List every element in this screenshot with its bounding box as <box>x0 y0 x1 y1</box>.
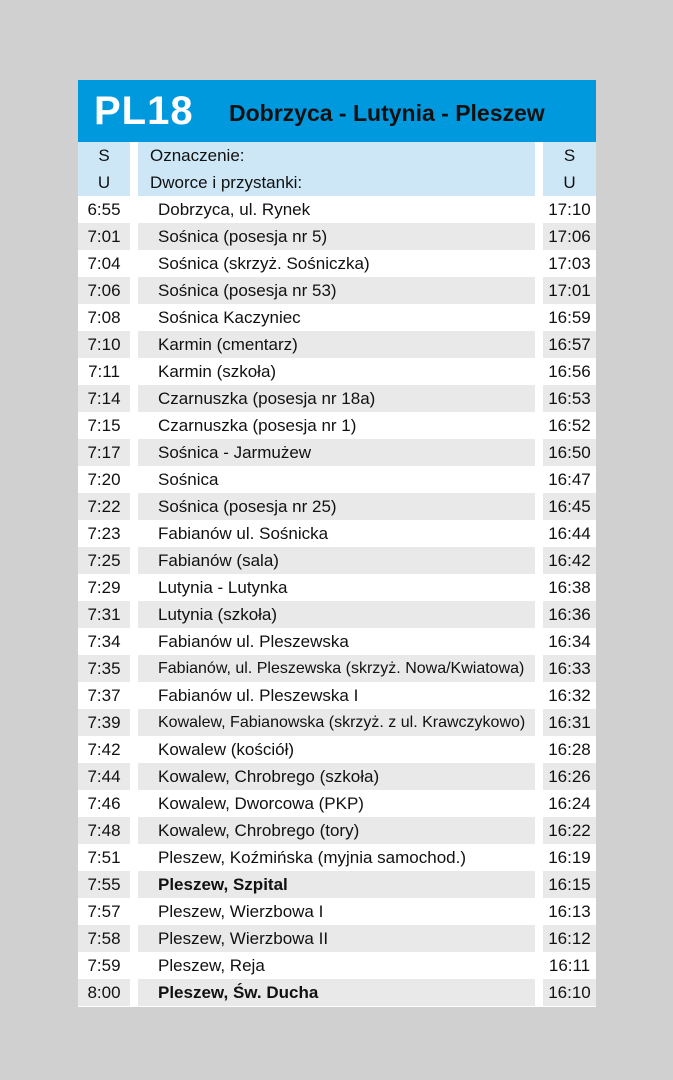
header-right-top: S <box>563 146 576 165</box>
table-row <box>78 844 596 871</box>
header-departure-column <box>78 142 130 196</box>
stop-name: Dobrzyca, ul. Rynek <box>158 200 311 219</box>
departure-time: 7:46 <box>87 794 121 813</box>
return-time: 17:06 <box>543 223 596 250</box>
header-designation-label: Oznaczenie: <box>150 146 245 165</box>
departure-time: 6:55 <box>87 200 121 219</box>
stop-name: Kowalew, Chrobrego (tory) <box>138 817 535 844</box>
stop-name: Sośnica Kaczyniec <box>158 308 301 327</box>
stop-name: Kowalew, Dworcowa (PKP) <box>158 794 364 813</box>
departure-time: 7:25 <box>78 547 130 574</box>
stop-name: Pleszew, Reja <box>158 956 265 975</box>
table-row <box>78 331 596 358</box>
departure-time: 7:42 <box>87 740 121 759</box>
departure-time: 8:00 <box>78 979 130 1006</box>
stop-name: Lutynia (szkoła) <box>138 601 535 628</box>
stop-name: Kowalew (kościół) <box>158 740 295 759</box>
return-time: 16:47 <box>548 470 591 489</box>
return-time: 16:26 <box>543 763 596 790</box>
departure-time: 7:15 <box>87 416 121 435</box>
return-time: 16:56 <box>548 362 591 381</box>
table-row <box>78 277 596 304</box>
header-left-bottom: U <box>97 173 111 192</box>
departure-time: 7:44 <box>78 763 130 790</box>
return-time: 16:38 <box>548 578 591 597</box>
stop-name: Sośnica - Jarmużew <box>138 439 535 466</box>
stop-name: Fabianów (sala) <box>138 547 535 574</box>
stop-name: Karmin (cmentarz) <box>138 331 535 358</box>
departure-time: 7:01 <box>78 223 130 250</box>
departure-time: 7:20 <box>87 470 121 489</box>
return-time: 16:34 <box>548 632 591 651</box>
return-time: 16:50 <box>543 439 596 466</box>
departure-time: 7:10 <box>78 331 130 358</box>
return-time: 16:13 <box>548 902 591 921</box>
table-row <box>78 871 596 898</box>
departure-time: 7:31 <box>78 601 130 628</box>
table-row <box>78 763 596 790</box>
departure-time: 7:08 <box>87 308 121 327</box>
departure-time: 7:22 <box>78 493 130 520</box>
stop-name: Pleszew, Koźmińska (myjnia samochod.) <box>158 848 467 867</box>
table-row <box>78 358 596 385</box>
departure-time: 7:37 <box>87 686 121 705</box>
return-time: 16:10 <box>543 979 596 1006</box>
departure-time: 7:14 <box>78 385 130 412</box>
stop-name: Fabianów ul. Pleszewska <box>158 632 349 651</box>
stop-name: Pleszew, Szpital <box>138 871 535 898</box>
return-time: 16:31 <box>543 709 596 736</box>
departure-time: 7:06 <box>78 277 130 304</box>
table-row <box>78 655 596 682</box>
return-time: 16:45 <box>543 493 596 520</box>
header-stops-label: Dworce i przystanki: <box>150 173 303 192</box>
return-time: 16:32 <box>548 686 591 705</box>
departure-time: 7:35 <box>78 655 130 682</box>
return-time: 16:24 <box>548 794 591 813</box>
departure-time: 7:55 <box>78 871 130 898</box>
stop-name: Sośnica (posesja nr 5) <box>138 223 535 250</box>
stop-name: Czarnuszka (posesja nr 1) <box>158 416 357 435</box>
stop-name: Czarnuszka (posesja nr 18a) <box>138 385 535 412</box>
stop-name: Sośnica (posesja nr 25) <box>138 493 535 520</box>
table-row <box>78 736 596 763</box>
departure-time: 7:51 <box>87 848 121 867</box>
stop-name: Sośnica (skrzyż. Sośniczka) <box>158 254 370 273</box>
table-row <box>78 817 596 844</box>
route-banner <box>78 80 596 142</box>
route-name: Dobrzyca - Lutynia - Pleszew <box>229 100 545 126</box>
stop-name: Kowalew, Chrobrego (szkoła) <box>138 763 535 790</box>
table-row <box>78 385 596 412</box>
table-row <box>78 466 596 493</box>
table-row <box>78 196 596 223</box>
table-row <box>78 547 596 574</box>
return-time: 16:19 <box>548 848 591 867</box>
table-row <box>78 520 596 547</box>
return-time: 16:57 <box>543 331 596 358</box>
departure-time: 7:17 <box>78 439 130 466</box>
stop-name: Sośnica (posesja nr 53) <box>138 277 535 304</box>
departure-time: 7:29 <box>87 578 121 597</box>
table-row <box>78 898 596 925</box>
table-row <box>78 412 596 439</box>
return-time: 16:53 <box>543 385 596 412</box>
table-row <box>78 979 596 1006</box>
departure-time: 7:04 <box>87 254 121 273</box>
return-time: 16:15 <box>543 871 596 898</box>
return-time: 17:01 <box>543 277 596 304</box>
header-left-top: S <box>98 146 110 165</box>
return-time: 16:28 <box>548 740 591 759</box>
departure-time: 7:39 <box>78 709 130 736</box>
stop-name: Sośnica <box>158 470 219 489</box>
departure-time: 7:48 <box>78 817 130 844</box>
return-time: 16:52 <box>548 416 591 435</box>
departure-time: 7:34 <box>87 632 121 651</box>
departure-time: 7:59 <box>87 956 121 975</box>
return-time: 16:11 <box>548 956 591 975</box>
table-header <box>78 142 596 196</box>
table-row <box>78 304 596 331</box>
table-row <box>78 439 596 466</box>
return-time: 16:12 <box>543 925 596 952</box>
return-time: 17:10 <box>548 200 591 219</box>
table-row <box>78 790 596 817</box>
stop-name: Fabianów, ul. Pleszewska (skrzyż. Nowa/Kwiatowa) <box>138 655 535 682</box>
table-row <box>78 628 596 655</box>
header-return-column <box>543 142 596 196</box>
return-time: 16:36 <box>543 601 596 628</box>
stop-name: Lutynia - Lutynka <box>158 578 288 597</box>
table-row <box>78 682 596 709</box>
table-row <box>78 493 596 520</box>
table-row <box>78 250 596 277</box>
table-row <box>78 601 596 628</box>
stop-name: Karmin (szkoła) <box>158 362 277 381</box>
return-time: 17:03 <box>548 254 591 273</box>
header-right-bottom: U <box>563 173 576 192</box>
stop-name: Fabianów ul. Pleszewska I <box>158 686 359 705</box>
table-row <box>78 952 596 979</box>
timetable-card <box>78 80 596 1007</box>
table-row <box>78 574 596 601</box>
stop-name: Fabianów ul. Sośnicka <box>158 524 329 543</box>
stop-name: Kowalew, Fabianowska (skrzyż. z ul. Krawczykowo) <box>138 709 535 736</box>
return-time: 16:59 <box>548 308 591 327</box>
return-time: 16:22 <box>543 817 596 844</box>
departure-time: 7:23 <box>87 524 121 543</box>
return-time: 16:42 <box>543 547 596 574</box>
table-row <box>78 709 596 736</box>
stop-name: Pleszew, Wierzbowa II <box>138 925 535 952</box>
header-stops-column <box>138 142 535 196</box>
departure-time: 7:57 <box>87 902 121 921</box>
stops-table <box>78 196 596 1006</box>
table-row <box>78 223 596 250</box>
stop-name: Pleszew, Św. Ducha <box>138 979 535 1006</box>
departure-time: 7:11 <box>88 362 120 381</box>
stop-name: Pleszew, Wierzbowa I <box>158 902 324 921</box>
return-time: 16:33 <box>543 655 596 682</box>
route-code: PL18 <box>94 89 194 133</box>
departure-time: 7:58 <box>78 925 130 952</box>
table-row <box>78 925 596 952</box>
return-time: 16:44 <box>548 524 591 543</box>
